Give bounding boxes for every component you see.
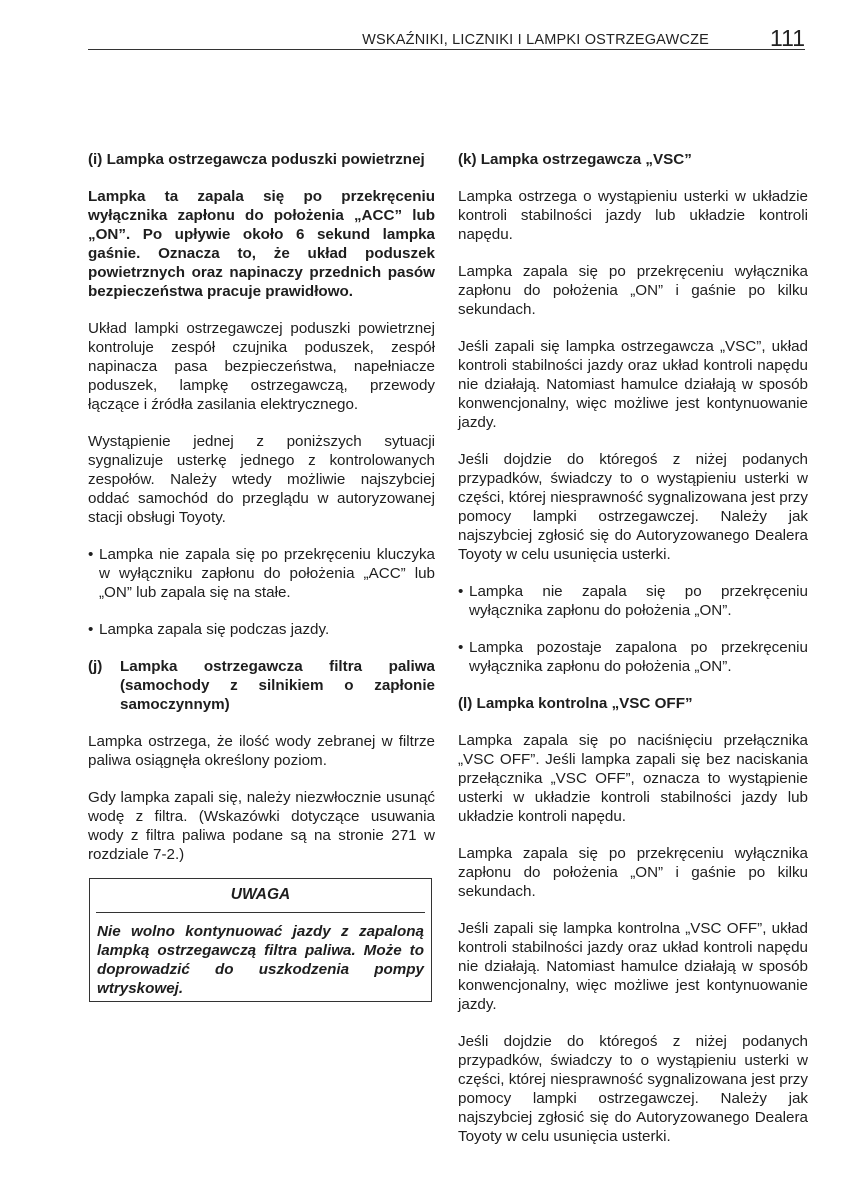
warning-note-text: Nie wolno kontynuować jazdy z zapaloną lampką ostrzegawczą filtra paliwa. Może to doprowadzić do uszkodzenia pompy wtryskowej.: [97, 923, 424, 997]
section-k-bullet-1: [458, 582, 808, 620]
section-i-bullet-2: [88, 620, 435, 639]
warning-note-divider: [96, 912, 425, 913]
running-header-title: WSKAŹNIKI, LICZNIKI I LAMPKI OSTRZEGAWCZE: [362, 32, 709, 48]
section-j-heading: [88, 657, 435, 714]
section-k-paragraph-1: Lampka ostrzega o wystąpieniu usterki w układzie kontroli stabilności jazdy lub układzie kontroli napędu.: [458, 188, 808, 243]
right-column: [458, 150, 808, 1146]
section-k-paragraph-4: Jeśli dojdzie do któregoś z niżej podanych przypadków, świadczy to o wystąpieniu usterki w części, której niesprawność sygnalizowana jest przy pomocy lampki ostrzegawczej. Należy jak najszybciej zgłosić się do Autoryzowanego Dealera Toyoty w celu usunięcia usterki.: [458, 451, 808, 563]
warning-note-box: [89, 878, 432, 1002]
bullet-marker: •: [458, 583, 464, 600]
bullet-text: Lampka pozostaje zapalona po przekręceniu wyłącznika zapłonu do położenia „ON”.: [469, 639, 808, 675]
section-i-bullet-1: [88, 545, 435, 602]
bullet-marker: •: [88, 621, 94, 638]
section-j-title: Lampka ostrzegawcza filtra paliwa (samochody z silnikiem o zapłonie samoczynnym): [120, 658, 435, 713]
section-k-heading: (k) Lampka ostrzegawcza „VSC”: [458, 151, 692, 168]
section-l-paragraph-1: Lampka zapala się po naciśnięciu przełącznika „VSC OFF”. Jeśli lampka zapali się bez naciskania przełącznika „VSC OFF”, oznacza to wystąpienie usterki w układzie kontroli stabilności jazdy lub układzie kontroli napędu.: [458, 732, 808, 825]
bullet-text: Lampka nie zapala się po przekręceniu kluczyka w wyłączniku zapłonu do położenia „ACC” lub „ON” lub zapala się na stałe.: [99, 546, 435, 601]
section-i-paragraph-2: Wystąpienie jednej z poniższych sytuacji sygnalizuje usterkę jednego z kontrolowanych zespołów. Należy wtedy możliwie najszybciej oddać samochód do przeglądu w autoryzowanej stacji obsługi Toyoty.: [88, 433, 435, 526]
section-j-paragraph-2: Gdy lampka zapali się, należy niezwłocznie usunąć wodę z filtra. (Wskazówki dotyczące usuwania wody z filtra paliwa podane są na stronie 271 w rozdziale 7-2.): [88, 789, 435, 863]
page-number: 111: [770, 25, 805, 51]
bullet-text: Lampka zapala się podczas jazdy.: [99, 621, 330, 638]
section-i-heading: [88, 150, 435, 169]
section-i-label: (i): [88, 151, 103, 168]
section-i-paragraph-1: Układ lampki ostrzegawczej poduszki powietrznej kontroluje zespół czujnika poduszek, zespół napinacza pasa bezpieczeństwa, napełniacze poduszek, lampkę ostrzegawczą, przewody łączące i źródła zasilania elektrycznego.: [88, 320, 435, 413]
bullet-marker: •: [88, 546, 94, 563]
section-l-paragraph-4: Jeśli dojdzie do któregoś z niżej podanych przypadków, świadczy to o wystąpieniu usterki w części, której niesprawność sygnalizowana jest przy pomocy lampki ostrzegawczej. Należy jak najszybciej zgłosić się do Autoryzowanego Dealera Toyoty w celu usunięcia usterki.: [458, 1033, 808, 1145]
header-rule: [88, 49, 805, 50]
left-column: [88, 150, 435, 864]
section-l-paragraph-2: Lampka zapala się po przekręceniu wyłącznika zapłonu do położenia „ON” i gaśnie po kilku sekundach.: [458, 845, 808, 900]
section-k-paragraph-2: Lampka zapala się po przekręceniu wyłącznika zapłonu do położenia „ON” i gaśnie po kilku sekundach.: [458, 263, 808, 318]
section-j-label: (j): [88, 658, 103, 675]
bullet-marker: •: [458, 639, 464, 656]
bullet-text: Lampka nie zapala się po przekręceniu wyłącznika zapłonu do położenia „ON”.: [469, 583, 808, 619]
section-k-bullet-2: [458, 638, 808, 676]
section-j-paragraph-1: Lampka ostrzega, że ilość wody zebranej w filtrze paliwa osiągnęła określony poziom.: [88, 733, 435, 769]
section-l-heading: (l) Lampka kontrolna „VSC OFF”: [458, 695, 693, 712]
section-l-paragraph-3: Jeśli zapali się lampka kontrolna „VSC OFF”, układ kontroli stabilności jazdy oraz układ kontroli napędu nie działają. Natomiast hamulce działają w sposób konwencjonalny, więc możliwe jest kontynuowanie jazdy.: [458, 920, 808, 1013]
page-header: [88, 27, 805, 51]
section-k-paragraph-3: Jeśli zapali się lampka ostrzegawcza „VSC”, układ kontroli stabilności jazdy oraz układ kontroli napędu nie działają. Natomiast hamulce działają w sposób konwencjonalny, więc możliwe jest kontynuowanie jazdy.: [458, 338, 808, 431]
warning-note-title: UWAGA: [230, 886, 291, 903]
section-i-title: Lampka ostrzegawcza poduszki powietrznej: [106, 151, 425, 168]
section-i-bold-paragraph: Lampka ta zapala się po przekręceniu wyłącznika zapłonu do położenia „ACC” lub „ON”. Po upływie około 6 sekund lampka gaśnie. Oznacza to, że układ poduszek powietrznych oraz napinaczy przednich pasów bezpieczeństwa pracuje prawidłowo.: [88, 188, 435, 300]
